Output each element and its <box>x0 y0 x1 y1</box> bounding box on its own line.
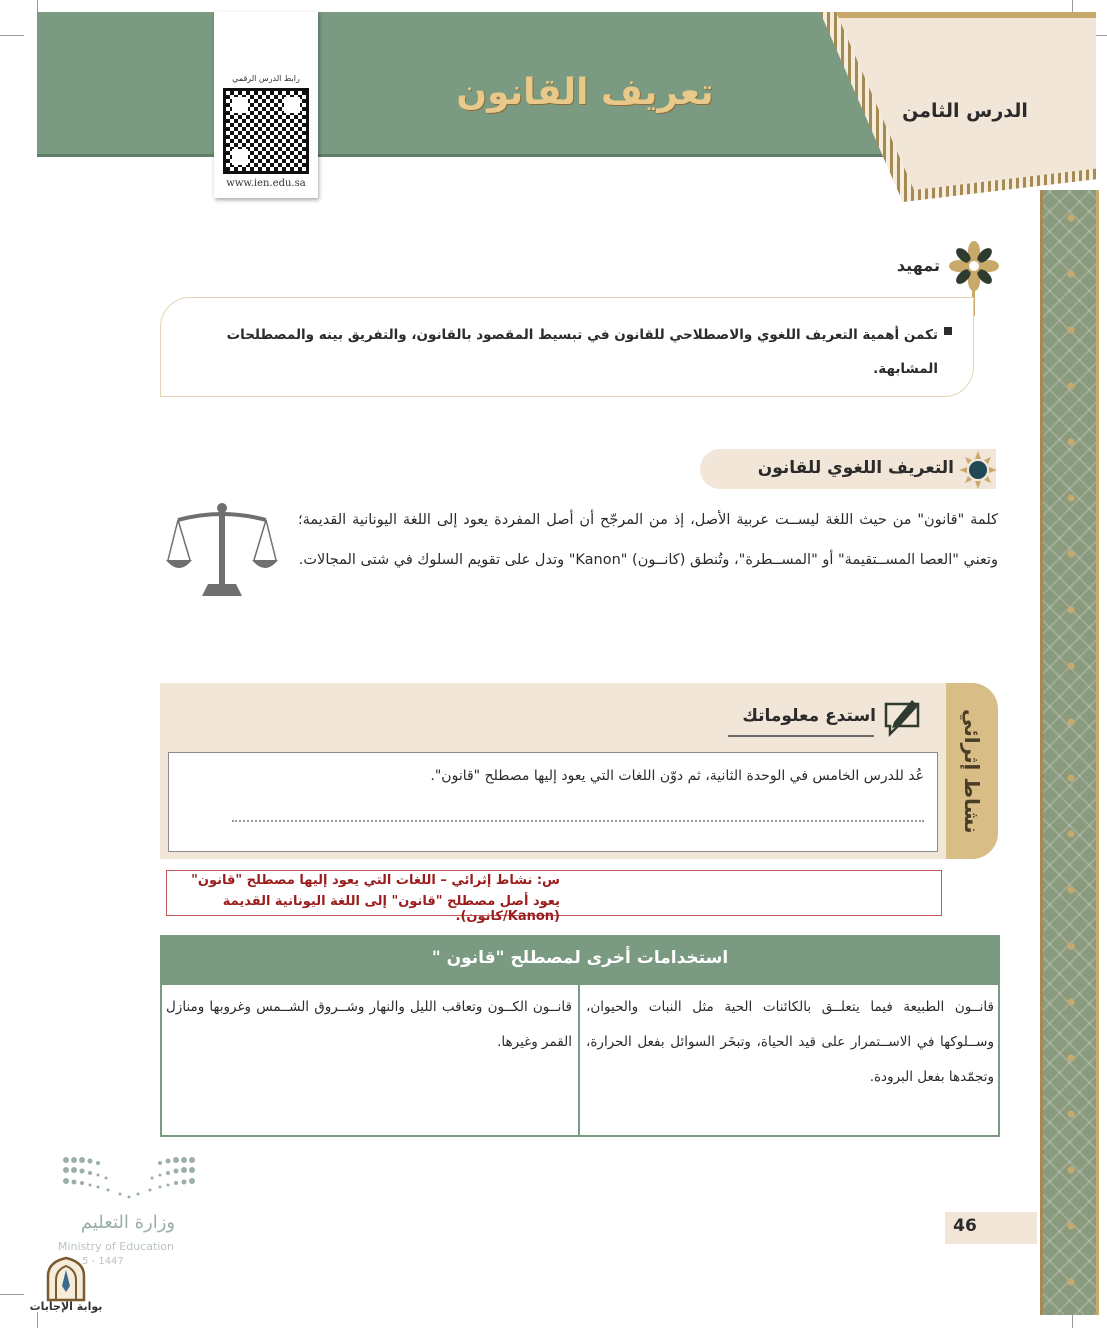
lesson-number: الدرس الثامن <box>902 100 1028 122</box>
sun-icon <box>958 450 998 490</box>
decorative-side-border <box>1040 190 1096 1315</box>
page-number: 46 <box>953 1216 977 1236</box>
bullet-icon <box>944 327 952 335</box>
intro-heading: تمهيد <box>896 256 940 275</box>
activity-answer-area[interactable] <box>168 752 938 852</box>
qr-card[interactable] <box>214 12 318 198</box>
intro-text: تكمن أهمية التعريف اللغوي والاصطلاحي للقانون في تبسيط المقصود بالقانون، والتفريق بينه والمصطلحات المشابهة. <box>226 327 938 377</box>
crop-mark <box>1072 0 1073 12</box>
crop-mark <box>37 0 38 12</box>
flower-icon <box>948 240 1000 292</box>
uses-table-title: استخدامات أخرى لمصطلح "قانون " <box>431 948 729 968</box>
activity-tab-label: نشاط إثرائي <box>960 708 984 834</box>
portal-name[interactable]: بوابة الإجابات <box>29 1300 103 1313</box>
recall-heading: استدع معلوماتك <box>742 706 876 726</box>
crop-mark <box>37 1312 38 1328</box>
ministry-name-english: Ministry of Education <box>58 1240 175 1253</box>
scales-icon <box>164 500 280 604</box>
ministry-logo-icon <box>62 1156 196 1200</box>
speech-pen-icon <box>880 696 924 738</box>
answer-text: يعود أصل مصطلح "قانون" إلى اللغة اليونانية القديمة (Kanon/كانون). <box>222 894 560 924</box>
definition-heading: التعريف اللغوي للقانون <box>757 458 954 478</box>
qr-code-icon[interactable] <box>223 88 309 174</box>
qr-url[interactable]: www.ien.edu.sa <box>226 178 306 189</box>
uses-table-cell-nature: قانــون الطبيعة فيما يتعلــق بالكائنات الحية مثل النبات والحيوان، وســلوكها في الاســتمرار على قيد الحياة، وتبخَر السوائل بفعل الحرارة، وتجمّدها بفعل البرودة. <box>586 999 994 1085</box>
uses-table-divider <box>578 985 580 1137</box>
crop-mark <box>0 35 24 36</box>
crop-mark <box>0 1294 24 1295</box>
uses-table-cell-universe: قانــون الكــون وتعاقب الليل والنهار وشــروق الشــمس وغروبها ومنازل القمر وغيرها. <box>166 999 572 1050</box>
activity-question: عُد للدرس الخامس في الوحدة الثانية، ثم دوّن اللغات التي يعود إليها مصطلح "قانون". <box>430 768 924 784</box>
ministry-year: 5 - 1447 <box>82 1256 124 1267</box>
answer-dotted-line <box>232 820 924 822</box>
lesson-title: تعريف القانون <box>456 72 714 113</box>
portal-logo-icon <box>44 1256 88 1302</box>
definition-text: كلمة "قانون" من حيث اللغة ليســت عربية الأصل، إذ من المرجّح أن أصل المفردة يعود إلى اللغة اليونانية القديمة؛ وتعني "العصا المســتقيمة" أو "المســطرة"، وتُنطق (كانــون) "Kanon" وتدل على تقويم السلوك في شتى المجالات. <box>298 512 998 568</box>
qr-label: رابط الدرس الرقمي <box>232 74 300 83</box>
answer-question: س: نشاط إثرائي – اللغات التي يعود إليها مصطلح "قانون" <box>191 873 560 888</box>
ministry-name-arabic: وزارة التعليم <box>80 1212 176 1233</box>
recall-underline <box>728 735 874 737</box>
decorative-side-strip <box>1096 190 1099 1315</box>
